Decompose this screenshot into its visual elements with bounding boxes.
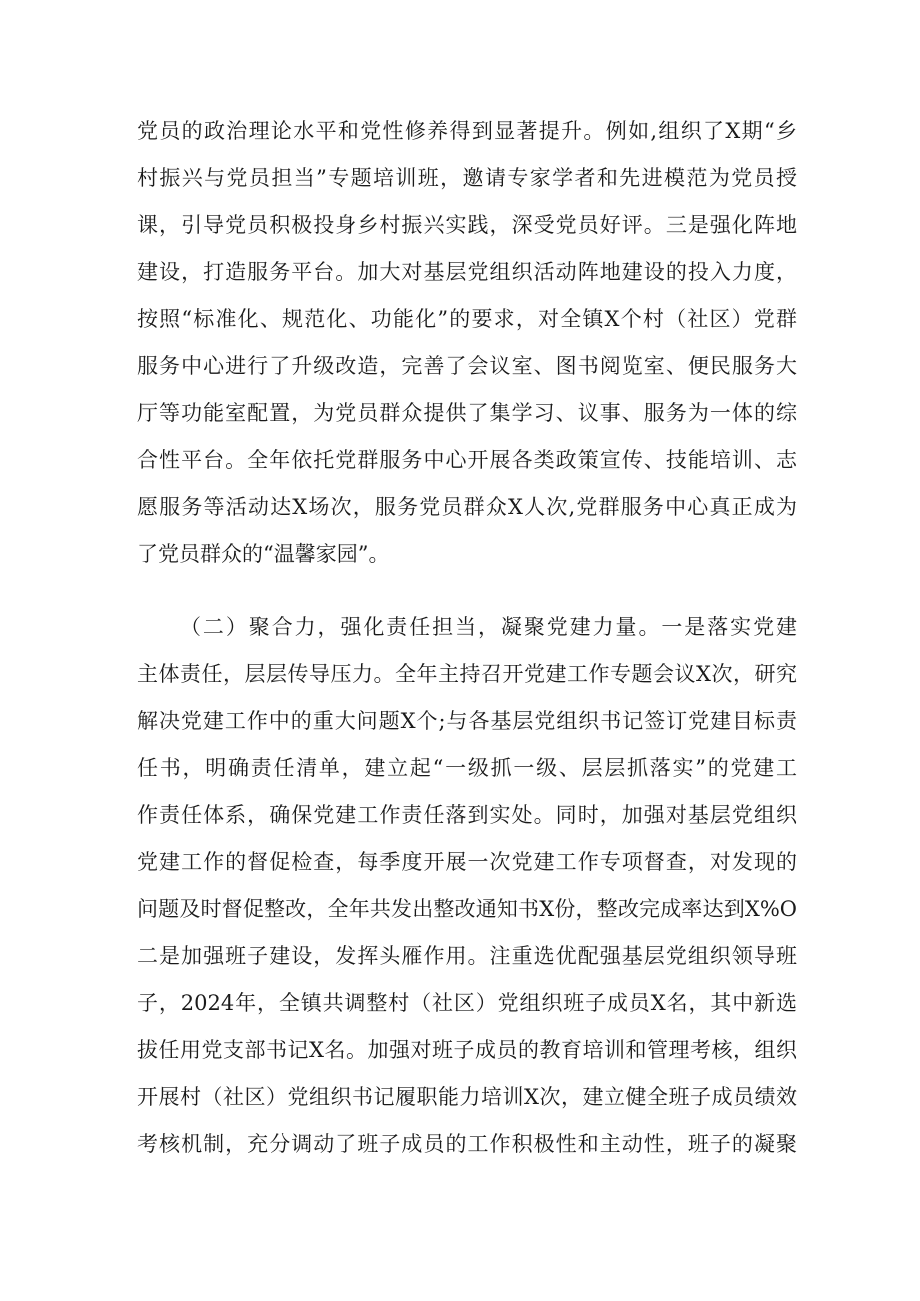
text-line-13: 解决党建工作中的重大问题X个;与各基层党组织书记签订党建目标责 — [137, 709, 797, 733]
text-line-4: 建设，打造服务平台。加大对基层党组织活动阵地建设的投入力度， — [137, 260, 797, 284]
text-line-12: 主体责任，层层传导压力。全年主持召开党建工作专题会议X次，研究 — [137, 662, 797, 686]
text-line-22: 考核机制，充分调动了班子成员的工作积极性和主动性，班子的凝聚 — [137, 1132, 797, 1156]
text-line-2: 村振兴与党员担当”专题培训班，邀请专家学者和先进模范为党员授 — [137, 166, 797, 190]
text-line-20: 拔任用党支部书记X名。加强对班子成员的教育培训和管理考核，组织 — [137, 1038, 797, 1062]
text-line-18: 二是加强班子建设，发挥头雁作用。注重选优配强基层党组织领导班 — [137, 944, 797, 968]
text-line-16: 党建工作的督促检查，每季度开展一次党建工作专项督查，对发现的 — [137, 850, 797, 874]
text-line-21: 开展村（社区）党组织书记履职能力培训X次，建立健全班子成员绩效 — [137, 1085, 797, 1109]
section-heading-line: （二）聚合力，强化责任担当，凝聚党建力量。一是落实党建 — [180, 615, 797, 639]
text-line-10: 了党员群众的“温馨家园”。 — [137, 542, 390, 566]
text-line-7: 厅等功能室配置，为党员群众提供了集学习、议事、服务为一体的综 — [137, 401, 797, 425]
text-line-3: 课，引导党员积极投身乡村振兴实践，深受党员好评。三是强化阵地 — [137, 213, 797, 237]
text-line-19: 子，2024年，全镇共调整村（社区）党组织班子成员X名，其中新选 — [137, 991, 797, 1015]
text-line-8: 合性平台。全年依托党群服务中心开展各类政策宣传、技能培训、志 — [137, 448, 797, 472]
text-line-14: 任书，明确责任清单，建立起“一级抓一级、层层抓落实”的党建工 — [137, 756, 797, 780]
text-line-9: 愿服务等活动达X场次，服务党员群众X人次,党群服务中心真正成为 — [137, 495, 797, 519]
text-line-1: 党员的政治理论水平和党性修养得到显著提升。例如,组织了X期“乡 — [137, 119, 797, 143]
text-line-5: 按照“标准化、规范化、功能化”的要求，对全镇X个村（社区）党群 — [137, 307, 797, 331]
text-line-17: 问题及时督促整改，全年共发出整改通知书X份，整改完成率达到X%O — [137, 897, 797, 921]
text-line-6: 服务中心进行了升级改造，完善了会议室、图书阅览室、便民服务大 — [137, 354, 797, 378]
text-line-15: 作责任体系，确保党建工作责任落到实处。同时，加强对基层党组织 — [137, 803, 797, 827]
